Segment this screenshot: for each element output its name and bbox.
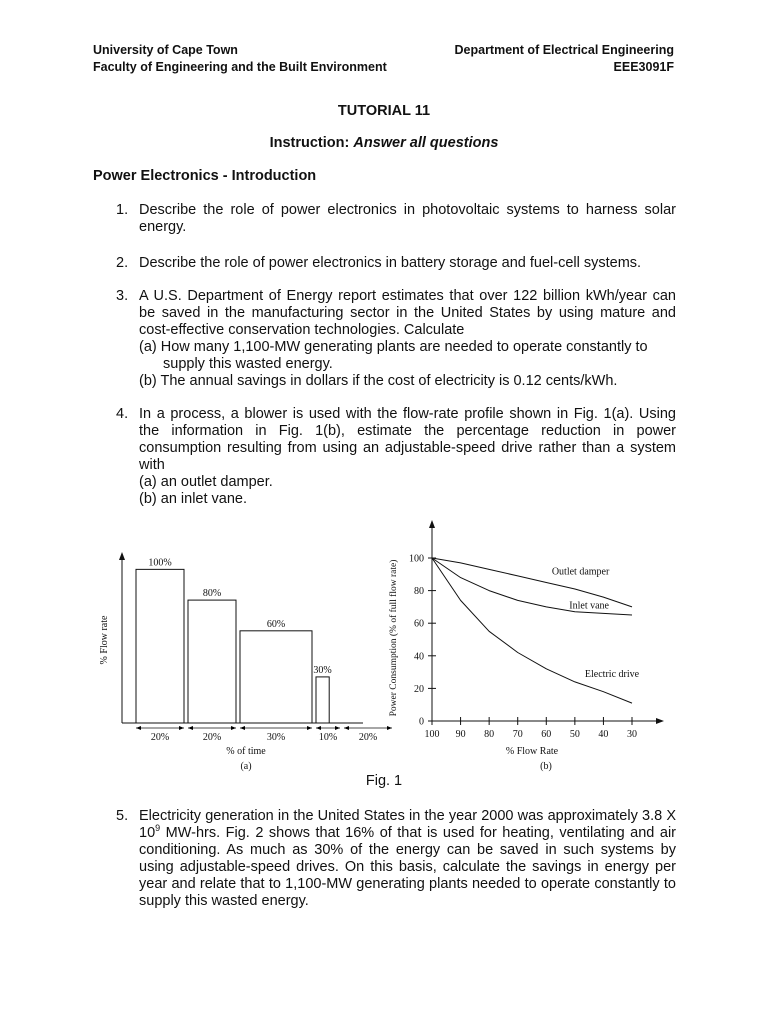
time-share-label: 10% bbox=[318, 732, 338, 743]
time-share-label: 20% bbox=[150, 732, 170, 743]
x-tick-label: 70 bbox=[512, 729, 523, 740]
question-text bbox=[139, 808, 676, 910]
question-part: (a) How many 1,100-MW generating plants are needed to operate constantly to supply this wasted energy. bbox=[139, 339, 648, 372]
arrow-head bbox=[335, 726, 340, 730]
question-parts bbox=[139, 474, 676, 508]
question-parts bbox=[139, 339, 676, 390]
arrow-head bbox=[136, 726, 141, 730]
question-part: (a) an outlet damper. bbox=[139, 474, 273, 490]
question-text: Describe the role of power electronics in battery storage and fuel-cell systems. bbox=[139, 255, 642, 271]
question-part: (b) an inlet vane. bbox=[139, 491, 248, 507]
figure-1a-xlabel: % of time bbox=[226, 746, 266, 757]
x-tick-label: 60 bbox=[541, 729, 552, 740]
y-tick-label: 0 bbox=[419, 716, 424, 728]
question-2 bbox=[116, 255, 676, 272]
figure-1b-line-chart bbox=[382, 520, 672, 775]
x-axis-arrow bbox=[656, 718, 664, 724]
figure-1b-panel-label: (b) bbox=[540, 761, 552, 772]
question-number: 5. bbox=[116, 808, 129, 824]
y-tick-label: 60 bbox=[414, 618, 424, 630]
x-tick-label: 40 bbox=[598, 729, 609, 740]
question-number: 4. bbox=[116, 406, 129, 422]
question-text-part: Electricity generation in the United States in the year 2000 was approximately 3.8 X 10 bbox=[139, 808, 676, 841]
y-tick-label: 40 bbox=[414, 651, 424, 663]
series-label: Electric drive bbox=[584, 668, 640, 680]
x-tick-label: 100 bbox=[424, 729, 440, 740]
instruction-line bbox=[0, 135, 768, 151]
arrow-head bbox=[307, 726, 312, 730]
question-4 bbox=[116, 406, 676, 508]
bar bbox=[316, 677, 329, 723]
x-tick-label: 30 bbox=[627, 729, 637, 740]
figure-1b-ylabel: Power Consumption (% of full flow rate) bbox=[389, 559, 399, 717]
question-3 bbox=[116, 288, 676, 390]
question-number: 1. bbox=[116, 202, 129, 218]
question-number: 2. bbox=[116, 255, 129, 271]
question-5 bbox=[116, 808, 676, 910]
y-axis-arrow bbox=[429, 520, 435, 528]
course-code: EEE3091F bbox=[613, 60, 674, 74]
arrow-head bbox=[316, 726, 321, 730]
figure-caption: Fig. 1 bbox=[365, 773, 403, 789]
university-name: University of Cape Town bbox=[93, 43, 238, 57]
bar bbox=[240, 631, 312, 723]
x-tick-label: 50 bbox=[569, 729, 580, 740]
bar bbox=[188, 600, 236, 723]
arrow-head bbox=[179, 726, 184, 730]
series-label: Inlet vane bbox=[569, 600, 609, 612]
question-text-part: MW-hrs. Fig. 2 shows that 16% of that is used for heating, ventilating and air conditioning. As much as 30% of the energy can be saved in such systems by using adjustable-speed drives. On this basis, calculate the savings in energy per year and relate that to 1,100-MW generating plants needed to operate constantly to supply this wasted energy. bbox=[139, 825, 676, 909]
time-share-label: 20% bbox=[202, 732, 222, 743]
instruction-label: Instruction: bbox=[269, 135, 350, 151]
arrow-head bbox=[344, 726, 349, 730]
exponent: 9 bbox=[155, 823, 161, 834]
x-tick-label: 80 bbox=[484, 729, 495, 740]
question-text: A U.S. Department of Energy report estimates that over 122 billion kWh/year can be saved in the manufacturing sector in the United States by using mature and cost-effective conservation technologies. Calculate bbox=[139, 288, 676, 338]
page-title: TUTORIAL 11 bbox=[337, 103, 431, 119]
question-number: 3. bbox=[116, 288, 129, 304]
faculty-name: Faculty of Engineering and the Built Environment bbox=[93, 60, 387, 74]
question-text: Describe the role of power electronics in photovoltaic systems to harness solar energy. bbox=[139, 202, 676, 235]
x-tick-label: 90 bbox=[455, 729, 466, 740]
arrow-head bbox=[240, 726, 245, 730]
y-tick-label: 80 bbox=[414, 586, 424, 598]
question-part: (b) The annual savings in dollars if the cost of electricity is 0.12 cents/kWh. bbox=[139, 373, 618, 389]
time-share-label: 30% bbox=[266, 732, 286, 743]
bar-value-label: 30% bbox=[313, 664, 332, 676]
section-title: Power Electronics - Introduction bbox=[93, 168, 317, 184]
figure-1a-ylabel: % Flow rate bbox=[99, 615, 110, 665]
series-label: Outlet damper bbox=[551, 566, 610, 578]
series-line bbox=[432, 558, 632, 703]
instruction-text: Answer all questions bbox=[353, 135, 499, 151]
time-share-label: 20% bbox=[358, 732, 378, 743]
figure-1b-xlabel: % Flow Rate bbox=[505, 746, 559, 757]
question-1 bbox=[116, 202, 676, 236]
y-tick-label: 20 bbox=[414, 683, 424, 695]
y-tick-label: 100 bbox=[409, 553, 424, 565]
bar-value-label: 80% bbox=[202, 588, 222, 600]
bar-value-label: 100% bbox=[148, 557, 172, 569]
bar bbox=[136, 569, 184, 723]
question-text: In a process, a blower is used with the flow-rate profile shown in Fig. 1(a). Using the information in Fig. 1(b), estimate the percentage reduction in power consumption resulting from using an adjustable-speed drive rather than a system with bbox=[139, 406, 676, 473]
department-name: Department of Electrical Engineering bbox=[454, 43, 674, 57]
figure-1a-bar-chart bbox=[95, 538, 378, 778]
bar-value-label: 60% bbox=[266, 618, 286, 630]
figure-1a-panel-label: (a) bbox=[240, 761, 252, 772]
arrow-head bbox=[188, 726, 193, 730]
arrow-head bbox=[231, 726, 236, 730]
